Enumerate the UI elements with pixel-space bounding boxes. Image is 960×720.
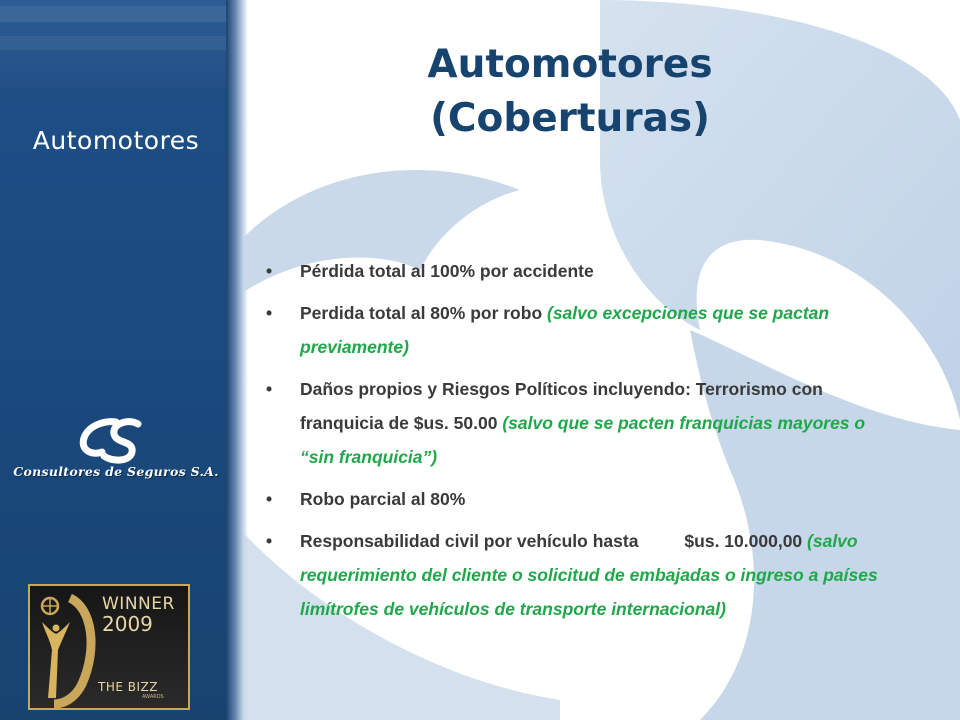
bullet-dot-icon: • <box>266 303 273 323</box>
bullet-note: (salvo requerimiento del cliente o solicitud de embajadas o ingreso a países limítrofes de vehículos de transporte internacional) <box>300 531 878 619</box>
bullet-item <box>262 482 902 516</box>
award-subtitle: AWARDS <box>142 694 164 700</box>
bullet-text: Perdida total al 80% por robo <box>300 303 547 323</box>
bullet-dot-icon: • <box>266 379 273 399</box>
bullet-item <box>262 296 902 364</box>
header-stripe <box>0 6 232 22</box>
award-trophy-icon <box>32 588 102 708</box>
sidebar-header-band <box>0 0 232 88</box>
sidebar-panel <box>0 0 232 720</box>
slide-title <box>300 38 840 146</box>
award-badge <box>28 584 190 710</box>
bullet-note: (salvo que se pacten franquicias mayores o “sin franquicia”) <box>300 413 866 467</box>
bullet-item <box>262 372 902 474</box>
bullet-text-amount: $us. 10.000,00 <box>684 531 808 551</box>
sidebar-edge-glow <box>226 0 248 720</box>
sidebar-section-title: Automotores <box>32 126 200 155</box>
company-logo <box>6 416 226 486</box>
bullet-item <box>262 524 902 626</box>
cs-monogram-logo-icon <box>6 416 226 466</box>
bullet-dot-icon: • <box>266 489 273 509</box>
bullet-item <box>262 254 902 288</box>
award-name: THE BIZZ <box>98 680 158 694</box>
slide-title-line2: (Coberturas) <box>430 96 710 141</box>
company-name: Consultores de Seguros S.A. <box>13 464 219 479</box>
coverage-bullet-list <box>262 254 902 634</box>
award-year: 2009 <box>102 612 153 636</box>
bullet-note: (salvo excepciones que se pactan previamente) <box>300 303 830 357</box>
header-stripe <box>0 36 232 50</box>
award-winner-label: WINNER <box>102 594 175 614</box>
bullet-text: Pérdida total al 100% por accidente <box>300 261 594 281</box>
bullet-dot-icon: • <box>266 531 273 551</box>
slide-title-line1: Automotores <box>427 42 713 87</box>
bullet-text: Robo parcial al 80% <box>300 489 466 509</box>
bullet-text: Responsabilidad civil por vehículo hasta <box>300 531 639 551</box>
bullet-text: Daños propios y Riesgos Políticos incluyendo: Terrorismo con franquicia de $us. 50.00 <box>300 379 823 433</box>
bullet-dot-icon: • <box>266 261 273 281</box>
